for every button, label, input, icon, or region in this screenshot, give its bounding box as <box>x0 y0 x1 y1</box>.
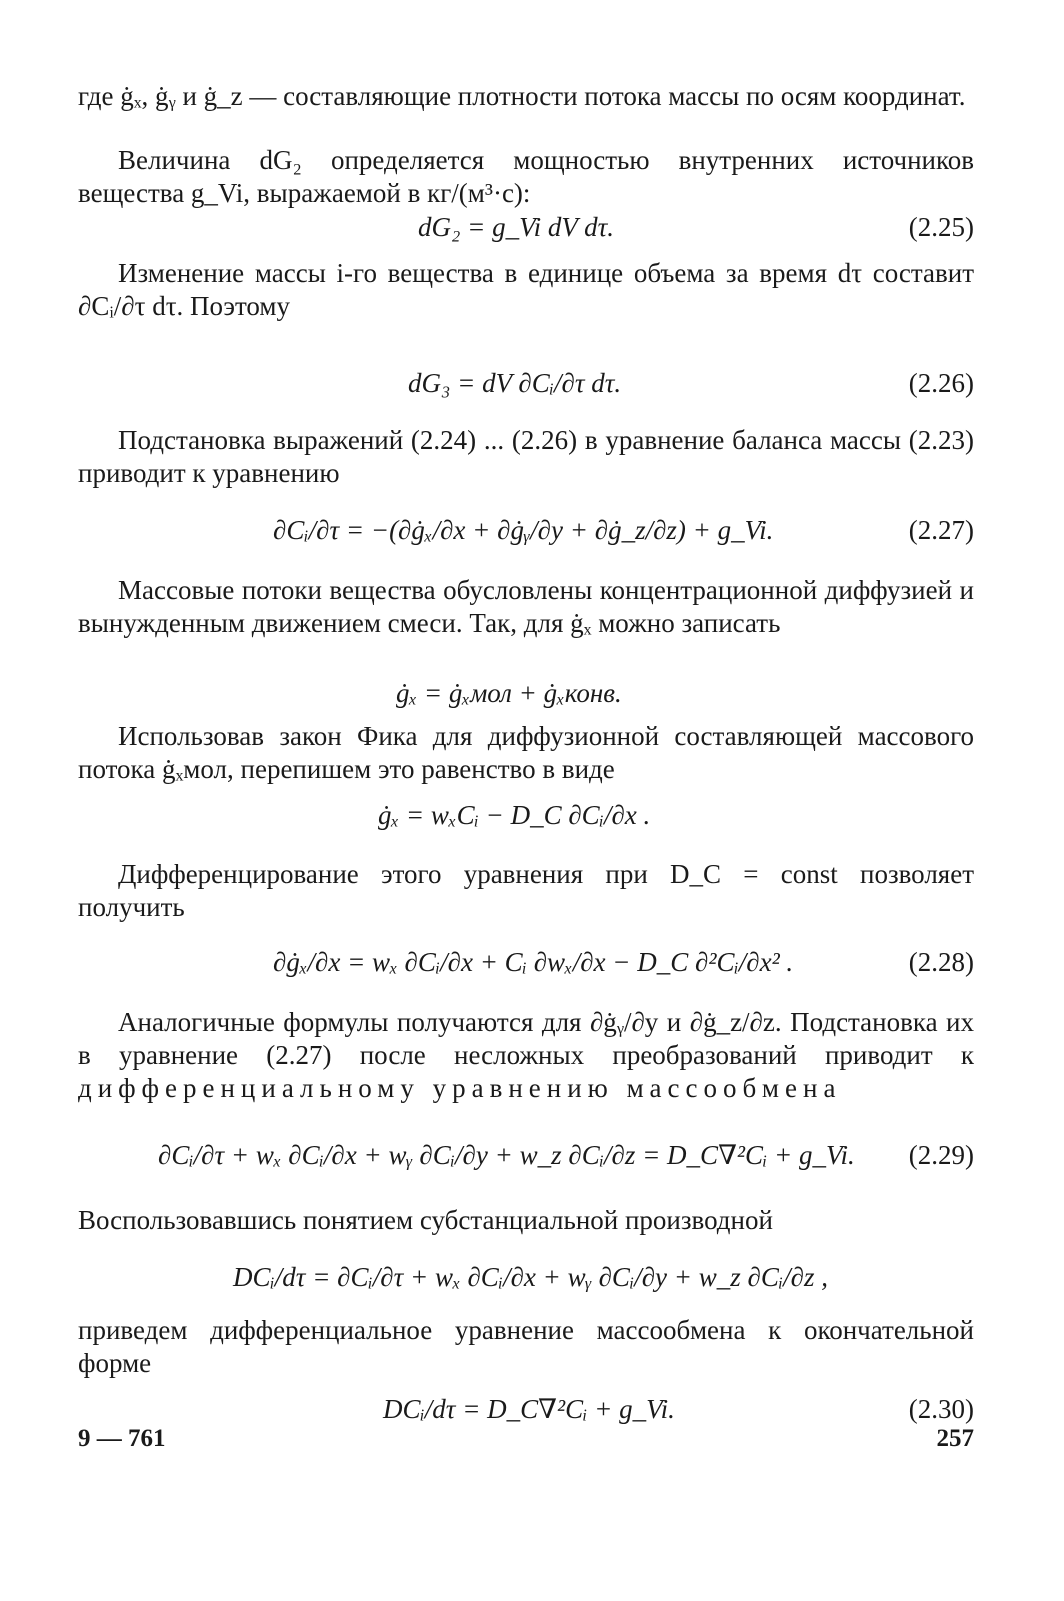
signature-mark: 9 — 761 <box>78 1425 166 1452</box>
paragraph-3: Изменение массы i-го вещества в единице объема за время dτ составит ∂Cᵢ/∂τ dτ. Поэтому <box>78 258 974 321</box>
paragraph-1: где ġₓ, ġᵧ и ġ_z — составляющие плотности потока массы по осям координат. <box>78 81 966 111</box>
paragraph-2: Величина dG₂ определяется мощностью внутренних источников вещества g_Vi, выражаемой в кг/(м³·с): <box>78 145 974 208</box>
equation-2-28: ∂ġₓ/∂x = wₓ ∂Cᵢ/∂x + Cᵢ ∂wₓ/∂x − D_C ∂²Cᵢ/∂x² . (2.28) <box>273 947 974 977</box>
equation-substantial-derivative: DCᵢ/dτ = ∂Cᵢ/∂τ + wₓ ∂Cᵢ/∂x + wᵧ ∂Cᵢ/∂y + w_z ∂Cᵢ/∂z , <box>233 1262 829 1292</box>
paragraph-4: Подстановка выражений (2.24) ... (2.26) в уравнение баланса массы (2.23) приводит к уравнению <box>78 425 974 488</box>
paragraph-10: приведем дифференциальное уравнение массообмена к окончательной форме <box>78 1315 974 1378</box>
equation-fick: ġₓ = wₓCᵢ − D_C ∂Cᵢ/∂x . <box>378 800 651 830</box>
equation-2-29: ∂Cᵢ/∂τ + wₓ ∂Cᵢ/∂x + wᵧ ∂Cᵢ/∂y + w_z ∂Cᵢ/∂z = D_C∇²Cᵢ + g_Vi. (2.29) <box>158 1140 974 1170</box>
paragraph-8: Аналогичные формулы получаются для ∂ġᵧ/∂y и ∂ġ_z/∂z. Подстановка их в уравнение (2.27) после несложных преобразований приводит к дифференциальному уравнению массообмена <box>78 1007 974 1103</box>
paragraph-5: Массовые потоки вещества обусловлены концентрационной диффузией и вынужденным движением смеси. Так, для ġₓ можно записать <box>78 575 974 638</box>
equation-2-25: dG₂ = g_Vi dV dτ. (2.25) <box>418 212 974 242</box>
page-number: 257 <box>936 1425 974 1452</box>
equation-flux-sum: ġₓ = ġₓмол + ġₓконв. <box>396 678 622 708</box>
paragraph-6: Использовав закон Фика для диффузионной составляющей массового потока ġₓмол, перепишем это равенство в виде <box>78 721 974 784</box>
equation-2-30: DCᵢ/dτ = D_C∇²Cᵢ + g_Vi. (2.30) <box>383 1394 974 1424</box>
equation-2-27: ∂Cᵢ/∂τ = −(∂ġₓ/∂x + ∂ġᵧ/∂y + ∂ġ_z/∂z) + g_Vi. (2.27) <box>273 515 974 545</box>
equation-2-26: dG₃ = dV ∂Cᵢ/∂τ dτ. (2.26) <box>408 368 974 398</box>
paragraph-9: Воспользовавшись понятием субстанциальной производной <box>78 1205 773 1235</box>
paragraph-7: Дифференцирование этого уравнения при D_C = const позволяет получить <box>78 859 974 922</box>
